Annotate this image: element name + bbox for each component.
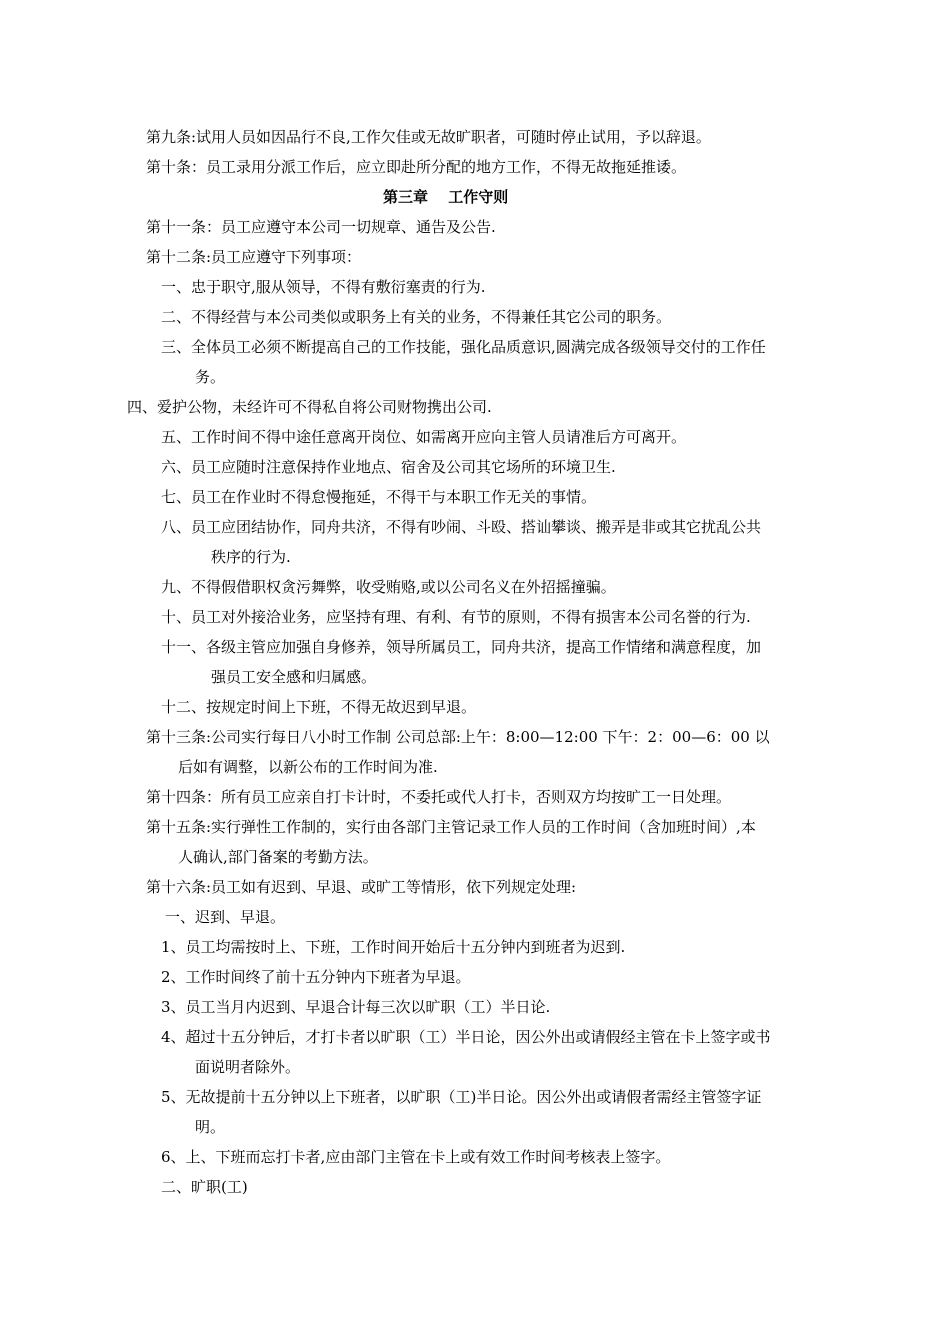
list-item: 四、爱护公物，未经许可不得私自将公司财物携出公司. <box>127 398 492 416</box>
list-item: 6、上、下班而忘打卡者,应由部门主管在卡上或有效工作时间考核表上签字。 <box>161 1148 671 1166</box>
text-line-continuation: 后如有调整，以新公布的工作时间为准. <box>178 758 438 776</box>
text-line: 第九条:试用人员如因品行不良,工作欠佳或无故旷职者，可随时停止试用，予以辞退。 <box>146 128 711 146</box>
list-item-continuation: 务。 <box>195 368 226 386</box>
text-line: 第十二条:员工应遵守下列事项： <box>146 248 362 266</box>
list-item: 九、不得假借职权贪污舞弊，收受贿赂,或以公司名义在外招摇撞骗。 <box>161 578 616 596</box>
chapter-title: 第三章 工作守则 <box>383 188 509 206</box>
list-item: 1、员工均需按时上、下班，工作时间开始后十五分钟内到班者为迟到. <box>161 938 626 956</box>
list-item-continuation: 明。 <box>195 1118 226 1136</box>
text-line-continuation: 人确认,部门备案的考勤方法。 <box>178 848 378 866</box>
list-item: 十、员工对外接洽业务，应坚持有理、有利、有节的原则，不得有损害本公司名誉的行为. <box>161 608 751 626</box>
text-line: 第十五条:实行弹性工作制的，实行由各部门主管记录工作人员的工作时间（含加班时间）,本 <box>146 818 756 836</box>
list-item: 五、工作时间不得中途任意离开岗位、如需离开应向主管人员请准后方可离开。 <box>161 428 687 446</box>
text-line: 第十一条：员工应遵守本公司一切规章、通告及公告. <box>146 218 496 236</box>
text-line: 第十四条：所有员工应亲自打卡计时，不委托或代人打卡，否则双方均按旷工一日处理。 <box>146 788 732 806</box>
list-item: 3、员工当月内迟到、早退合计每三次以旷职（工）半日论. <box>161 998 551 1016</box>
list-item-continuation: 秩序的行为. <box>211 548 291 566</box>
text-line: 第十六条:员工如有迟到、早退、或旷工等情形，依下列规定处理: <box>146 878 577 896</box>
text-line: 第十条：员工录用分派工作后，应立即赴所分配的地方工作，不得无故拖延推诿。 <box>146 158 687 176</box>
list-item: 三、全体员工必须不断提高自己的工作技能，强化品质意识,圆满完成各级领导交付的工作任 <box>161 338 766 356</box>
list-item-continuation: 面说明者除外。 <box>195 1058 301 1076</box>
list-item: 4、超过十五分钟后，才打卡者以旷职（工）半日论，因公外出或请假经主管在卡上签字或书 <box>161 1028 771 1046</box>
list-item: 5、无故提前十五分钟以上下班者，以旷职（工)半日论。因公外出或请假者需经主管签字证 <box>161 1088 762 1106</box>
list-item: 八、员工应团结协作，同舟共济，不得有吵闹、斗殴、搭讪攀谈、搬弄是非或其它扰乱公共 <box>161 518 762 536</box>
text-line: 第十三条:公司实行每日八小时工作制 公司总部:上午：8:00—12:00 下午：2：00—6：00 以 <box>146 728 770 746</box>
list-item-continuation: 强员工安全感和归属感。 <box>211 668 377 686</box>
list-item: 2、工作时间终了前十五分钟内下班者为早退。 <box>161 968 471 986</box>
list-item: 二、旷职(工) <box>161 1178 248 1196</box>
list-item: 六、员工应随时注意保持作业地点、宿舍及公司其它场所的环境卫生. <box>161 458 616 476</box>
list-item: 七、员工在作业时不得怠慢拖延，不得干与本职工作无关的事情。 <box>161 488 597 506</box>
list-item: 二、不得经营与本公司类似或职务上有关的业务，不得兼任其它公司的职务。 <box>161 308 672 326</box>
list-item: 十一、各级主管应加强自身修养，领导所属员工，同舟共济，提高工作情绪和满意程度，加 <box>161 638 762 656</box>
list-item: 一、迟到、早退。 <box>165 908 286 926</box>
list-item: 十二、按规定时间上下班，不得无故迟到早退。 <box>161 698 477 716</box>
list-item: 一、忠于职守,服从领导，不得有敷衍塞责的行为. <box>161 278 486 296</box>
